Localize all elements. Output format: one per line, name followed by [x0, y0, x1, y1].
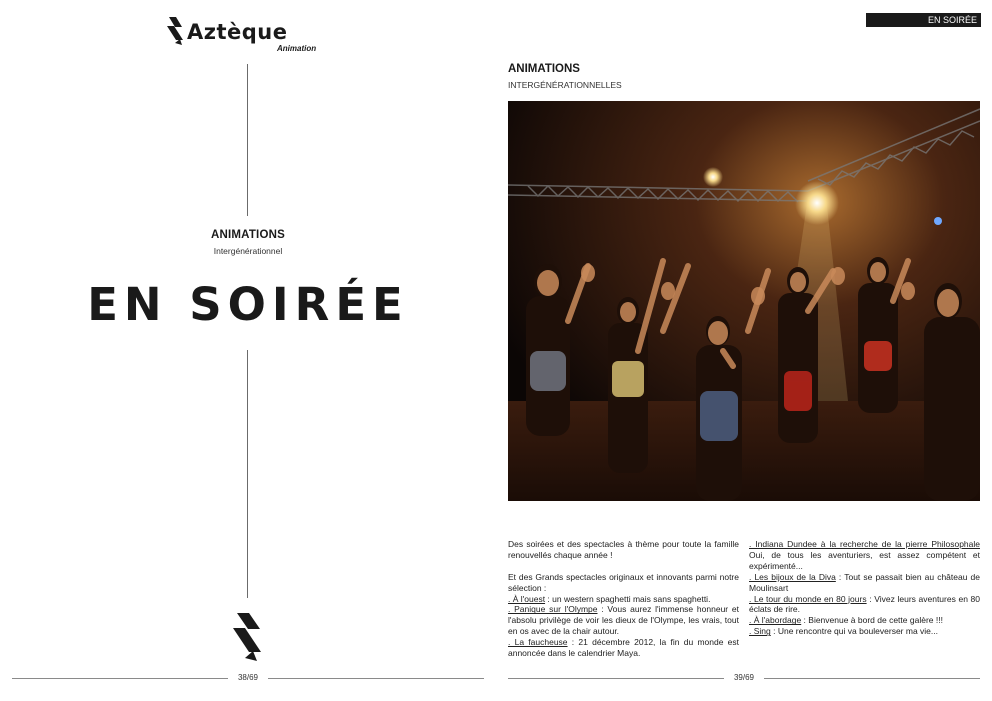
- section-heading: ANIMATIONS: [211, 229, 285, 241]
- footer-rule-right: [268, 678, 484, 679]
- divider-vertical-bottom: [247, 350, 248, 598]
- show-item: [749, 572, 980, 594]
- show-item: [508, 637, 739, 659]
- show-desc: : un western spaghetti mais sans spaghetti.: [545, 593, 711, 604]
- show-title: . Les bijoux de la Diva: [749, 571, 836, 582]
- show-item: [749, 594, 980, 616]
- show-item: [749, 626, 980, 637]
- show-desc: Oui, de tous les aventuriers, est assez compétent et expérimenté...: [749, 549, 980, 571]
- page-number: 38/69: [237, 673, 259, 682]
- show-item: [508, 604, 739, 637]
- footer-rule-left: [12, 678, 228, 679]
- section-tab: EN SOIRÉE: [866, 13, 981, 27]
- party-photo-illustration: [508, 101, 980, 501]
- show-desc: : 21 décembre 2012, la fin du monde est annoncée dans le calendrier Maya.: [508, 637, 740, 659]
- page-title: EN SOIRÉE: [87, 278, 409, 331]
- section-subheading: INTERGÉNÉRATIONNELLES: [508, 80, 622, 90]
- footer-rule-right: [764, 678, 980, 679]
- selection-intro: Et des Grands spectacles originaux et innovants parmi notre sélection :: [508, 571, 739, 593]
- footer-rule-left: [508, 678, 724, 679]
- section-heading: ANIMATIONS: [508, 63, 580, 75]
- logo-wordmark: Aztèque: [187, 20, 288, 44]
- page-number: 39/69: [733, 673, 755, 682]
- show-title: . Sing: [749, 626, 771, 637]
- section-subheading: Intergénérationnel: [213, 246, 283, 256]
- show-desc: : Une rencontre qui va bouleverser ma vie...: [770, 626, 938, 637]
- party-photo: [508, 101, 980, 501]
- show-desc: : Bienvenue à bord de cette galère !!!: [801, 615, 943, 626]
- show-title: . À l'abordage: [749, 615, 802, 626]
- text-column-right: [749, 539, 980, 637]
- show-desc: : Vous aurez l'immense honneur et l'absolu privilège de voir les dieux de l'Olympe, les vrais, tout en os avec de la chair autour.: [508, 604, 740, 637]
- show-item: [749, 539, 980, 572]
- text-column-left: [508, 539, 739, 659]
- show-title: . La faucheuse: [508, 637, 568, 648]
- intro-paragraph: Des soirées et des spectacles à thème pour toute la famille renouvellés chaque année !: [508, 539, 739, 560]
- show-title: . À l'ouest: [508, 593, 546, 604]
- show-title: . Le tour du monde en 80 jours: [749, 593, 867, 604]
- show-desc: : Vivez leurs aventures en 80 éclats de rire.: [749, 593, 980, 615]
- azteque-emblem-icon: [229, 612, 267, 662]
- azteque-mark-icon: [165, 16, 187, 46]
- show-item: [508, 594, 739, 605]
- logo-tagline: Animation: [277, 44, 317, 53]
- show-desc: : Tout se passait bien au château de Moulinsart: [749, 571, 980, 593]
- azteque-logo: [165, 16, 335, 56]
- divider-vertical-top: [247, 64, 248, 216]
- show-title: . Panique sur l'Olympe: [508, 604, 598, 615]
- show-item: [749, 615, 980, 626]
- show-title: . Indiana Dundee à la recherche de la pierre Philosophale: [749, 539, 980, 549]
